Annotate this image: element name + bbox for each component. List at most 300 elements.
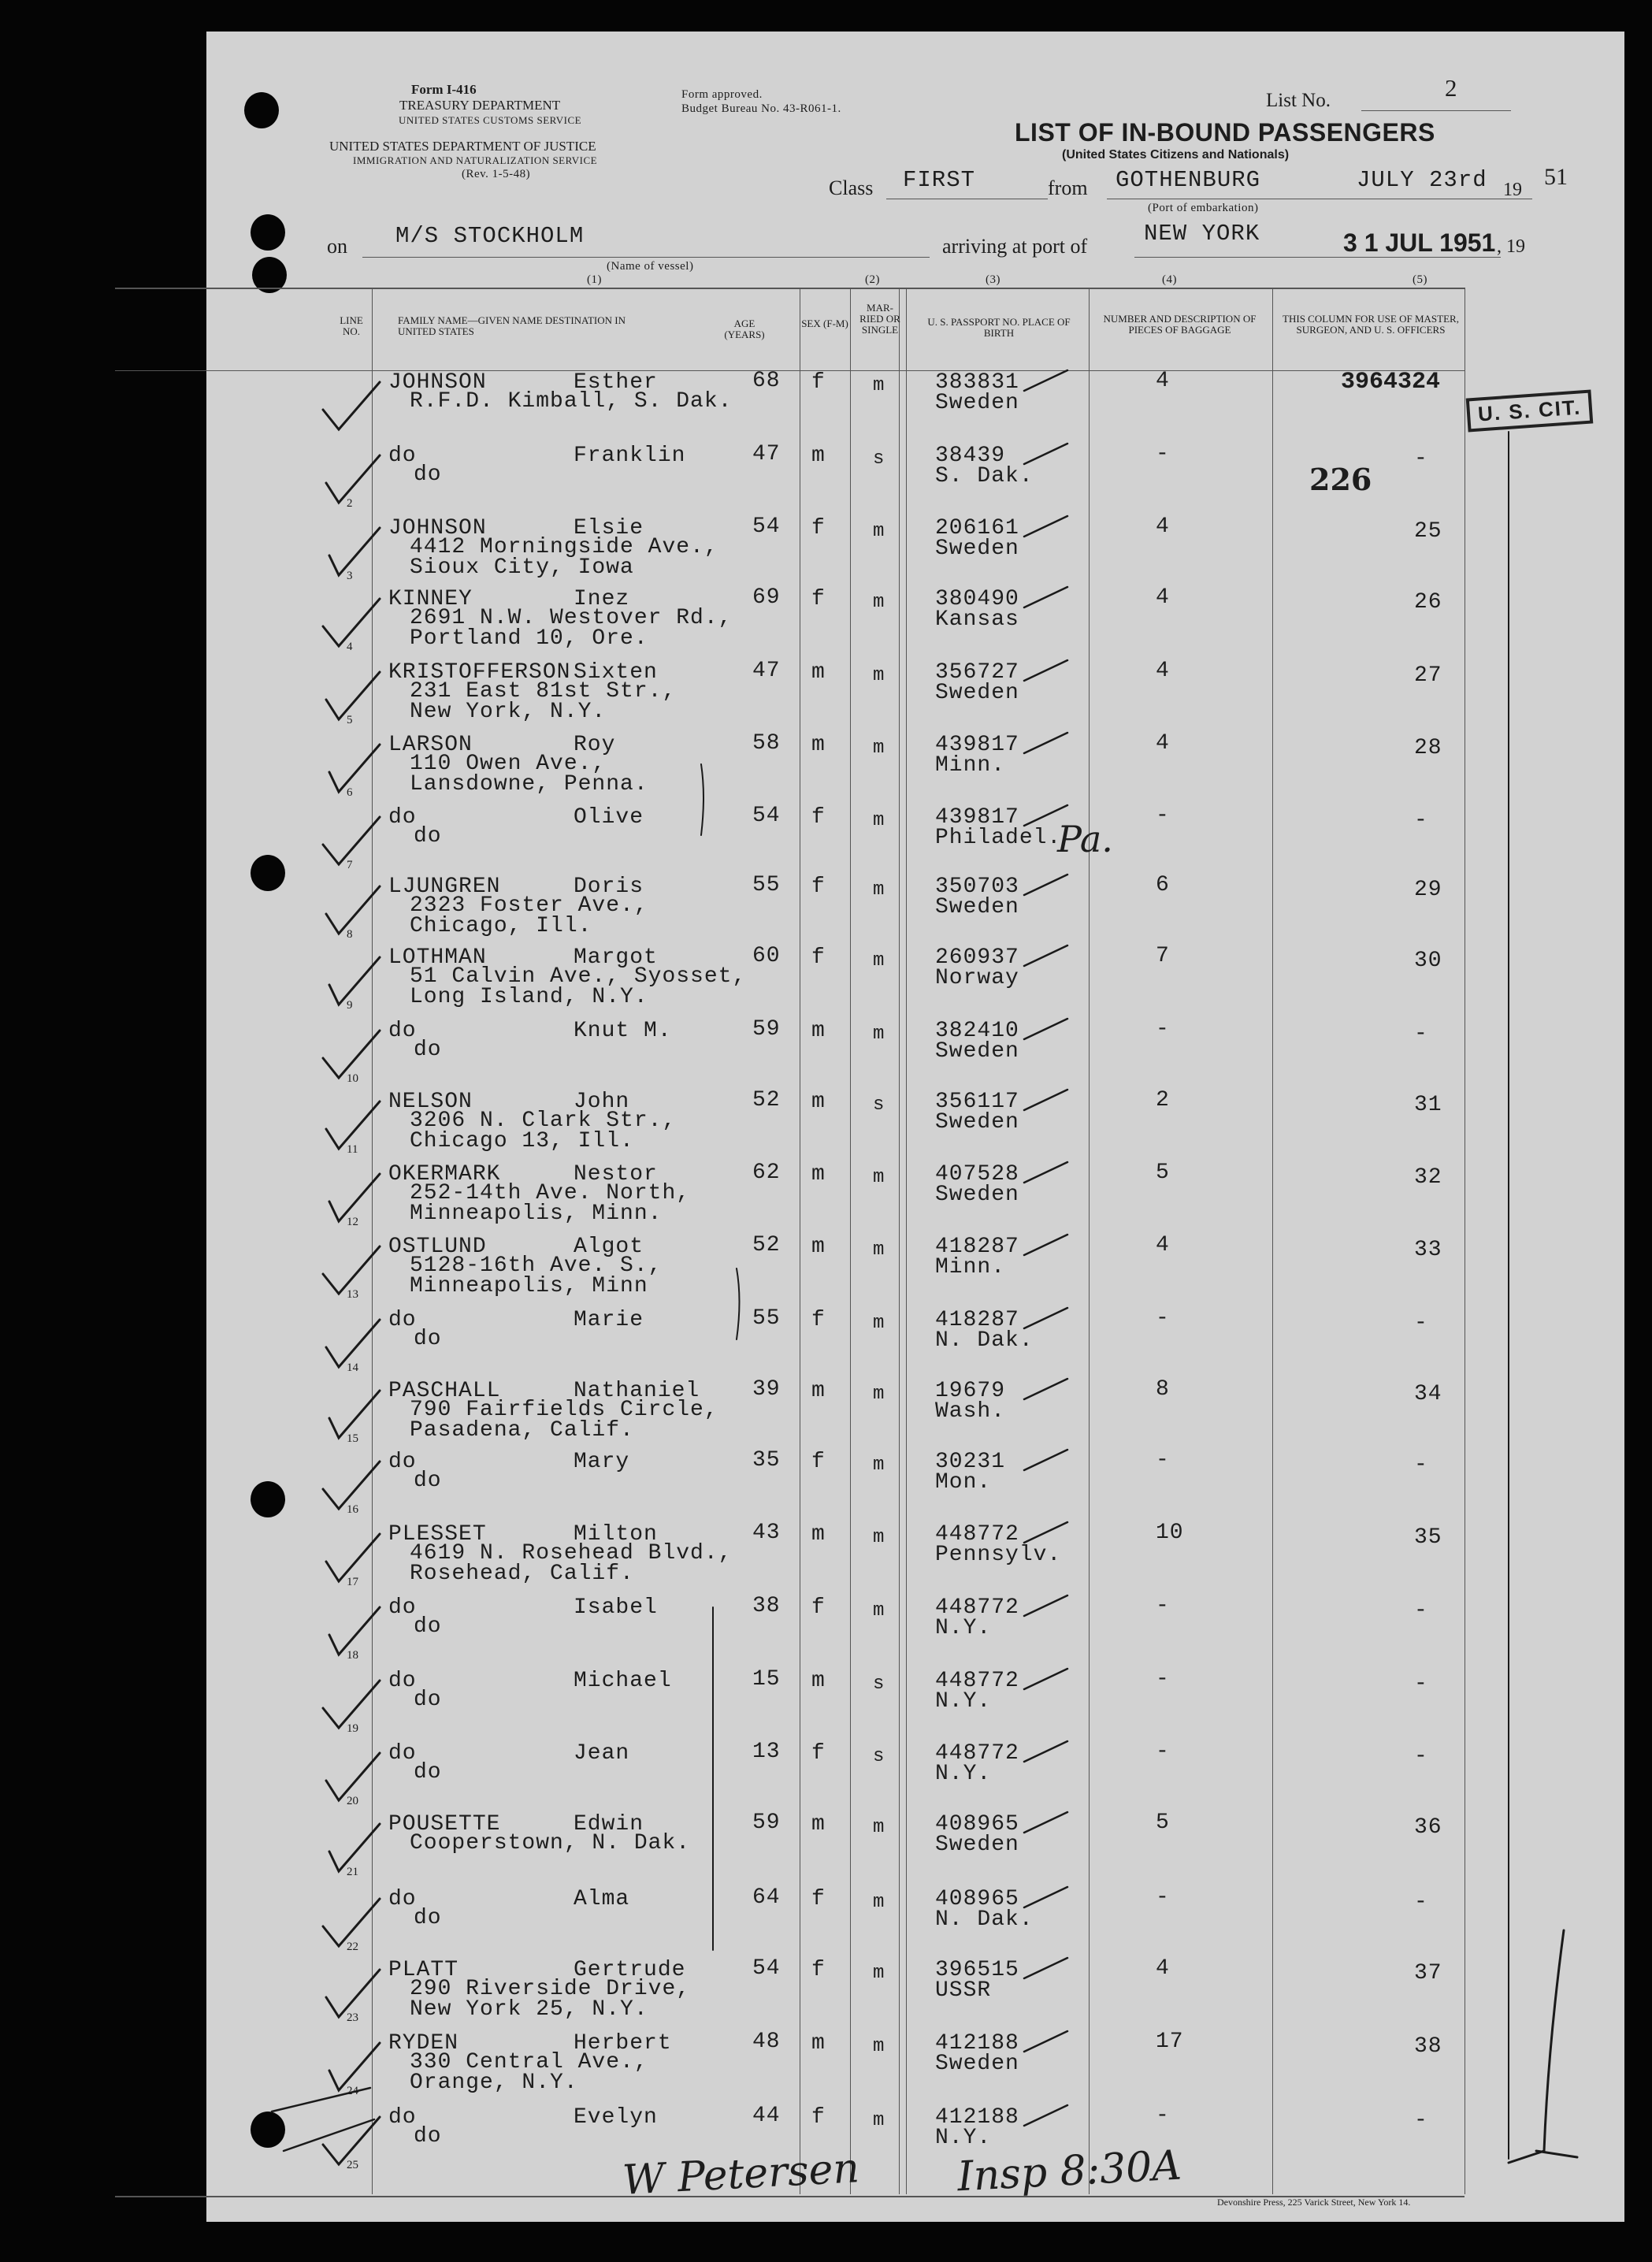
- given-name: Knut M.: [574, 1019, 672, 1043]
- given-name: Elsie: [574, 516, 644, 540]
- age: 43: [752, 1521, 781, 1545]
- check-mark: [326, 455, 380, 503]
- family-name: JOHNSON: [388, 516, 487, 540]
- destination: do: [414, 1327, 442, 1351]
- given-name: Evelyn: [574, 2105, 658, 2130]
- destination: 252-14th Ave. North,: [410, 1181, 691, 1205]
- baggage-count: -: [1156, 1667, 1170, 1692]
- sex: m: [811, 1090, 826, 1114]
- officer-number-stamp: 3964324: [1341, 369, 1441, 396]
- place-of-birth: S. Dak.: [935, 464, 1034, 488]
- place-of-birth: USSR: [935, 1978, 992, 2003]
- passport-tick: [1024, 1669, 1067, 1689]
- age: 55: [752, 873, 781, 897]
- check-mark: [323, 599, 380, 646]
- sex: f: [811, 2105, 826, 2130]
- col-header-age: AGE (YEARS): [724, 318, 765, 340]
- sex: m: [811, 733, 826, 757]
- place-of-birth: Philadel.: [935, 826, 1062, 850]
- sex: m: [811, 1669, 826, 1693]
- sex: f: [811, 1450, 826, 1474]
- check-mark: [323, 817, 380, 864]
- baggage-count: -: [1156, 804, 1170, 828]
- destination: 231 East 81st Str.,: [410, 679, 677, 704]
- check-mark: [323, 2117, 380, 2164]
- column-number: (4): [1162, 273, 1177, 286]
- age: 59: [752, 1017, 781, 1042]
- destination: do: [414, 824, 442, 849]
- marital-status: m: [873, 737, 885, 759]
- marital-status: m: [873, 521, 885, 542]
- class-value: FIRST: [903, 167, 976, 193]
- line-number: 15: [347, 1432, 358, 1445]
- baggage-count: 4: [1156, 731, 1170, 756]
- sex: f: [811, 945, 826, 970]
- passport-number: 383831: [935, 370, 1019, 395]
- sex: f: [811, 875, 826, 899]
- check-mark: [323, 1246, 380, 1294]
- line-number: 12: [347, 1216, 358, 1228]
- family-name: do: [388, 1887, 417, 1911]
- column-number: (1): [587, 273, 602, 286]
- marital-status: m: [873, 1384, 885, 1405]
- baggage-count: 6: [1156, 873, 1170, 897]
- passport-number: 38439: [935, 444, 1006, 468]
- marital-status: m: [873, 375, 885, 396]
- destination: 2323 Foster Ave.,: [410, 893, 648, 918]
- age: 52: [752, 1088, 781, 1112]
- marital-status: m: [873, 1527, 885, 1548]
- given-name: Inez: [574, 587, 630, 611]
- baggage-count: 4: [1156, 1233, 1170, 1257]
- given-name: Gertrude: [574, 1958, 686, 1982]
- officer-entry: 29: [1414, 878, 1442, 902]
- officer-entry: -: [1414, 808, 1428, 833]
- destination: 290 Riverside Drive,: [410, 1977, 691, 2001]
- officer-entry: -: [1414, 1744, 1428, 1769]
- given-name: Esther: [574, 370, 658, 395]
- marital-status: m: [873, 665, 885, 686]
- baggage-count: -: [1156, 442, 1170, 466]
- form-number: Form I-416: [411, 82, 477, 97]
- family-name: do: [388, 1019, 417, 1043]
- sex: m: [811, 1522, 826, 1547]
- passport-tick: [1024, 1450, 1067, 1470]
- arrival-year-prefix: , 19: [1497, 236, 1525, 257]
- column-number: (3): [986, 273, 1000, 286]
- age: 60: [752, 944, 781, 968]
- destination: 4412 Morningside Ave.,: [410, 535, 718, 559]
- baggage-count: -: [1156, 2104, 1170, 2128]
- passport-tick: [1024, 1162, 1067, 1183]
- officer-entry: -: [1414, 2108, 1428, 2133]
- family-name: OSTLUND: [388, 1235, 487, 1259]
- given-name: Isabel: [574, 1595, 658, 1620]
- col-header-name: FAMILY NAME—GIVEN NAME DESTINATION IN UNITED STATES: [398, 314, 626, 337]
- line-number: 17: [347, 1576, 358, 1588]
- family-name: do: [388, 1741, 417, 1766]
- destination: 2691 N.W. Westover Rd.,: [410, 606, 733, 630]
- sex: f: [811, 1308, 826, 1332]
- officer-entry: 33: [1414, 1238, 1442, 1262]
- officer-entry: 37: [1414, 1961, 1442, 1985]
- marital-status: m: [873, 1892, 885, 1913]
- place-of-birth: N.Y.: [935, 1616, 992, 1640]
- list-no-value: 2: [1445, 74, 1457, 102]
- passport-tick: [1024, 1235, 1067, 1255]
- col-header-passport: U. S. PASSPORT NO. PLACE OF BIRTH: [927, 316, 1071, 339]
- passport-number: 19679: [935, 1379, 1006, 1403]
- check-mark: [323, 382, 380, 429]
- age: 62: [752, 1161, 781, 1185]
- age: 59: [752, 1811, 781, 1835]
- family-name: POUSETTE: [388, 1812, 501, 1837]
- place-of-birth: Sweden: [935, 391, 1019, 415]
- destination: Sioux City, Iowa: [410, 555, 634, 580]
- passport-tick: [1024, 1308, 1067, 1328]
- passport-number: 407528: [935, 1162, 1019, 1187]
- check-mark: [326, 886, 380, 934]
- age: 54: [752, 514, 781, 539]
- check-mark: [329, 528, 380, 575]
- passport-number: 356117: [935, 1090, 1019, 1114]
- destination: R.F.D. Kimball, S. Dak.: [410, 389, 733, 414]
- destination: do: [414, 1038, 442, 1062]
- family-name: LJUNGREN: [388, 875, 501, 899]
- sex: f: [811, 1741, 826, 1766]
- given-name: Nestor: [574, 1162, 658, 1187]
- place-of-birth: Sweden: [935, 1039, 1019, 1064]
- line-number: 20: [347, 1795, 358, 1807]
- list-no-label: List No.: [1266, 90, 1331, 111]
- age: 35: [752, 1448, 781, 1473]
- family-name: KRISTOFFERSON: [388, 660, 571, 685]
- customs-service: UNITED STATES CUSTOMS SERVICE: [399, 114, 582, 126]
- marital-status: m: [873, 950, 885, 971]
- margin-stroke: [284, 2119, 374, 2151]
- baggage-count: 2: [1156, 1088, 1170, 1112]
- passport-tick: [1024, 516, 1067, 537]
- age: 48: [752, 2030, 781, 2054]
- age: 69: [752, 585, 781, 610]
- family-name: do: [388, 805, 417, 830]
- age: 47: [752, 442, 781, 466]
- officer-entry: -: [1414, 1672, 1428, 1696]
- age: 54: [752, 804, 781, 828]
- passport-number: 412188: [935, 2031, 1019, 2056]
- margin-flourish: [1509, 1930, 1564, 2163]
- age: 39: [752, 1377, 781, 1402]
- family-name: JOHNSON: [388, 370, 487, 395]
- sex: f: [811, 1887, 826, 1911]
- year-prefix: 19: [1503, 180, 1522, 200]
- arriving-label: arriving at port of: [942, 235, 1088, 258]
- line-number: 11: [347, 1143, 358, 1156]
- destination: do: [414, 2124, 442, 2149]
- passport-number: 408965: [935, 1887, 1019, 1911]
- baggage-count: 5: [1156, 1161, 1170, 1185]
- passport-tick: [1024, 1522, 1067, 1543]
- place-of-birth: Minn.: [935, 1255, 1006, 1280]
- line-number: 6: [347, 786, 353, 799]
- destination: New York 25, N.Y.: [410, 1997, 648, 2022]
- place-of-birth: Mon.: [935, 1470, 992, 1495]
- inspector-time-note: Insp 8:30A: [956, 2141, 1183, 2201]
- sex: m: [811, 1235, 826, 1259]
- check-mark: [323, 1462, 380, 1509]
- page-subtitle: (United States Citizens and Nationals): [1062, 148, 1290, 162]
- given-name: Roy: [574, 733, 616, 757]
- check-mark: [326, 672, 380, 719]
- family-name: do: [388, 1669, 417, 1693]
- age: 64: [752, 1885, 781, 1910]
- destination: 110 Owen Ave.,: [410, 752, 607, 776]
- marital-status: m: [873, 2036, 885, 2057]
- officer-entry: 35: [1414, 1525, 1442, 1550]
- printer-imprint: Devonshire Press, 225 Varick Street, New York 14.: [1217, 2197, 1411, 2208]
- year-value: 51: [1544, 164, 1568, 190]
- sex: f: [811, 1958, 826, 1982]
- family-bracket: [737, 1268, 740, 1339]
- marital-status: s: [873, 1746, 885, 1767]
- class-label: Class: [829, 176, 874, 199]
- given-name: Franklin: [574, 444, 686, 468]
- place-of-birth: Pennsylv.: [935, 1543, 1062, 1567]
- place-of-birth: N. Dak.: [935, 1328, 1034, 1353]
- form-approved: Form approved.: [681, 88, 763, 101]
- line-number: 16: [347, 1503, 358, 1516]
- passport-number: 448772: [935, 1595, 1019, 1620]
- marital-status: m: [873, 2110, 885, 2131]
- destination: New York, N.Y.: [410, 700, 607, 724]
- officer-entry: -: [1414, 1890, 1428, 1915]
- handwritten-pa-note: Pa.: [1057, 818, 1113, 860]
- baggage-count: 4: [1156, 369, 1170, 393]
- destination: Pasadena, Calif.: [410, 1418, 634, 1443]
- sex: f: [811, 1595, 826, 1620]
- passport-number: 350703: [935, 875, 1019, 899]
- passport-tick: [1024, 444, 1067, 464]
- family-name: do: [388, 1450, 417, 1474]
- officer-entry: -: [1414, 447, 1428, 471]
- line-number: 25: [347, 2159, 358, 2171]
- officer-number-handwritten: 226: [1309, 462, 1372, 497]
- family-name: do: [388, 1308, 417, 1332]
- passport-tick: [1024, 1090, 1067, 1110]
- family-name: do: [388, 444, 417, 468]
- ins-service: IMMIGRATION AND NATURALIZATION SERVICE: [353, 154, 598, 166]
- line-number: 19: [347, 1722, 358, 1735]
- line-number: 5: [347, 714, 353, 726]
- check-mark: [326, 1320, 380, 1367]
- given-name: Margot: [574, 945, 658, 970]
- line-number: 2: [347, 497, 353, 510]
- port-embarkation-note: (Port of embarkation): [1148, 202, 1259, 214]
- sex: f: [811, 516, 826, 540]
- age: 58: [752, 731, 781, 756]
- destination: Cooperstown, N. Dak.: [410, 1831, 691, 1855]
- place-of-birth: N.Y.: [935, 2126, 992, 2150]
- destination: Portland 10, Ore.: [410, 626, 648, 651]
- officer-entry: 30: [1414, 949, 1442, 973]
- family-name: LOTHMAN: [388, 945, 487, 970]
- passport-tick: [1024, 1741, 1067, 1762]
- baggage-count: 8: [1156, 1377, 1170, 1402]
- given-name: John: [574, 1090, 630, 1114]
- passport-tick: [1024, 805, 1067, 826]
- marital-status: m: [873, 1313, 885, 1334]
- marital-status: m: [873, 592, 885, 613]
- destination: Long Island, N.Y.: [410, 985, 648, 1009]
- passport-number: 206161: [935, 516, 1019, 540]
- marital-status: m: [873, 879, 885, 901]
- check-mark: [326, 1534, 380, 1581]
- treasury-department: TREASURY DEPARTMENT: [399, 98, 561, 113]
- destination: do: [414, 462, 442, 487]
- marital-status: s: [873, 1094, 885, 1116]
- col-header-married: MAR-RIED OR SINGLE: [859, 302, 900, 336]
- sex: f: [811, 370, 826, 395]
- line-number: 3: [347, 570, 353, 582]
- check-mark: [326, 1101, 380, 1149]
- passport-tick: [1024, 370, 1067, 391]
- check-mark: [326, 1970, 380, 2017]
- place-of-birth: Sweden: [935, 537, 1019, 561]
- check-mark: [323, 1031, 380, 1078]
- age: 54: [752, 1956, 781, 1981]
- sex: m: [811, 1812, 826, 1837]
- family-name: PASCHALL: [388, 1379, 501, 1403]
- place-of-birth: Kansas: [935, 607, 1019, 632]
- passport-number: 382410: [935, 1019, 1019, 1043]
- place-of-birth: N. Dak.: [935, 1907, 1034, 1932]
- passport-tick: [1024, 587, 1067, 607]
- revision: (Rev. 1-5-48): [462, 168, 531, 180]
- baggage-count: 7: [1156, 944, 1170, 968]
- passport-tick: [1024, 2031, 1067, 2052]
- officer-entry: -: [1414, 1453, 1428, 1477]
- baggage-count: -: [1156, 1594, 1170, 1618]
- officer-entry: 27: [1414, 663, 1442, 688]
- destination: Orange, N.Y.: [410, 2071, 578, 2095]
- col-header-line: LINE NO.: [340, 314, 363, 337]
- place-of-birth: Sweden: [935, 1183, 1019, 1207]
- destination: 51 Calvin Ave., Syosset,: [410, 964, 747, 989]
- baggage-count: 4: [1156, 585, 1170, 610]
- marital-status: m: [873, 1239, 885, 1261]
- destination: do: [414, 1760, 442, 1785]
- passport-tick: [1024, 945, 1067, 966]
- sex: m: [811, 1162, 826, 1187]
- family-name: RYDEN: [388, 2031, 459, 2056]
- passport-number: 260937: [935, 945, 1019, 970]
- check-mark: [323, 1681, 380, 1728]
- vessel-value: M/S STOCKHOLM: [395, 223, 585, 249]
- passport-number: 439817: [935, 805, 1019, 830]
- destination: do: [414, 1906, 442, 1930]
- line-number: 14: [347, 1361, 358, 1374]
- col-header-officers: THIS COLUMN FOR USE OF MASTER, SURGEON, AND U. S. OFFICERS: [1283, 313, 1459, 336]
- line-number: 9: [347, 999, 353, 1012]
- check-mark: [329, 1607, 380, 1655]
- family-name: do: [388, 1595, 417, 1620]
- baggage-count: -: [1156, 1306, 1170, 1331]
- baggage-count: 4: [1156, 514, 1170, 539]
- sex: m: [811, 2031, 826, 2056]
- budget-bureau: Budget Bureau No. 43-R061-1.: [681, 102, 841, 115]
- passport-number: 439817: [935, 733, 1019, 757]
- check-mark: [329, 957, 380, 1005]
- margin-stroke: [272, 2088, 370, 2112]
- destination: 790 Fairfields Circle,: [410, 1398, 718, 1422]
- baggage-count: -: [1156, 1740, 1170, 1764]
- destination: Minneapolis, Minn.: [410, 1202, 663, 1226]
- destination: 5128-16th Ave. S.,: [410, 1254, 663, 1278]
- passport-tick: [1024, 1812, 1067, 1833]
- check-mark: [323, 1899, 380, 1946]
- officer-entry: 36: [1414, 1815, 1442, 1840]
- given-name: Jean: [574, 1741, 630, 1766]
- destination: do: [414, 1469, 442, 1493]
- given-name: Edwin: [574, 1812, 644, 1837]
- officer-entry: 25: [1414, 519, 1442, 544]
- on-label: on: [327, 235, 347, 258]
- line-number: 4: [347, 641, 353, 653]
- check-mark: [326, 1753, 380, 1800]
- place-of-birth: Sweden: [935, 681, 1019, 705]
- passport-tick: [1024, 660, 1067, 681]
- line-number: 22: [347, 1941, 358, 1953]
- officer-entry: 32: [1414, 1165, 1442, 1190]
- baggage-count: 17: [1156, 2030, 1184, 2054]
- date-value: JULY 23rd: [1357, 167, 1487, 193]
- age: 47: [752, 659, 781, 683]
- marital-status: s: [873, 448, 885, 470]
- passport-number: 380490: [935, 587, 1019, 611]
- baggage-count: 5: [1156, 1811, 1170, 1835]
- officer-entry: -: [1414, 1311, 1428, 1335]
- marital-status: m: [873, 810, 885, 831]
- baggage-count: 10: [1156, 1521, 1184, 1545]
- passport-tick: [1024, 1379, 1067, 1399]
- marital-status: m: [873, 1817, 885, 1838]
- passport-tick: [1024, 2105, 1067, 2126]
- baggage-count: -: [1156, 1017, 1170, 1042]
- age: 44: [752, 2104, 781, 2128]
- given-name: Mary: [574, 1450, 630, 1474]
- officer-entry: 26: [1414, 590, 1442, 615]
- place-of-birth: Wash.: [935, 1399, 1006, 1424]
- passport-tick: [1024, 1887, 1067, 1907]
- given-name: Herbert: [574, 2031, 672, 2056]
- baggage-count: 4: [1156, 659, 1170, 683]
- line-number: 13: [347, 1288, 358, 1301]
- passport-tick: [1024, 1595, 1067, 1616]
- sex: f: [811, 805, 826, 830]
- from-label: from: [1048, 176, 1088, 199]
- officer-entry: 28: [1414, 736, 1442, 760]
- us-citizen-stamp: U. S. CIT.: [1466, 389, 1594, 432]
- margin-flourish: [1536, 2151, 1577, 2157]
- column-number: (2): [865, 273, 880, 286]
- department-of-justice: UNITED STATES DEPARTMENT OF JUSTICE: [329, 139, 596, 154]
- family-bracket: [701, 764, 703, 835]
- line-number: 7: [347, 859, 353, 871]
- baggage-count: -: [1156, 1885, 1170, 1910]
- passport-number: 356727: [935, 660, 1019, 685]
- destination: Minneapolis, Minn: [410, 1274, 648, 1298]
- age: 52: [752, 1233, 781, 1257]
